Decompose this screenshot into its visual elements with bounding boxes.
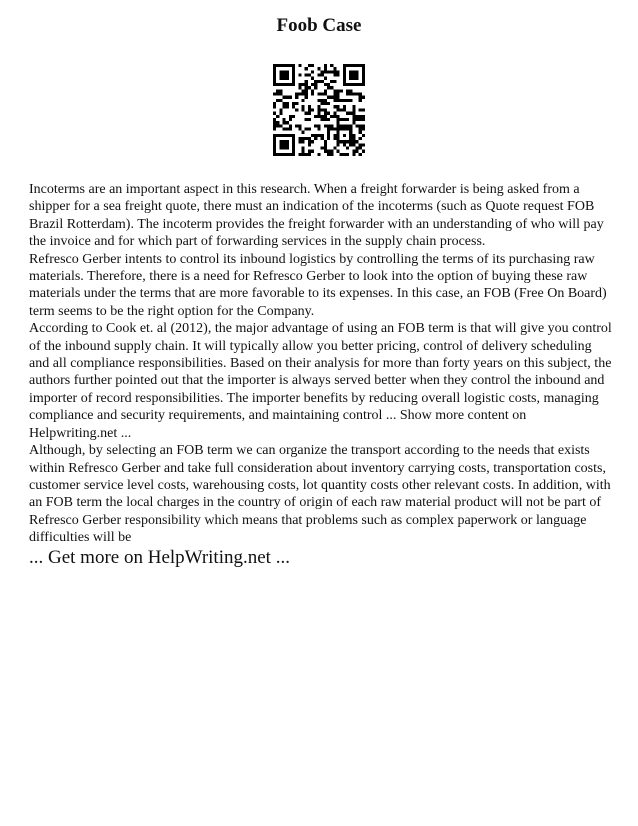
paragraph: Refresco Gerber intents to control its inbound logistics by controlling the terms of its purchasing raw materials. Therefore, there is a need for Refresco Gerber to look into the option of buying these raw materials under the terms that are more favorable to its expenses. In this case, an FOB (Free On Board) term seems to be the right option for the Company.	[29, 251, 607, 319]
paragraph: Incoterms are an important aspect in this research. When a freight forwarder is being asked from a shipper for a sea freight quote, there must an indication of the incoterms (such as Quote request FOB Brazil Rotterdam). The incoterm provides the freight forwarder with an understanding of who will pay the invoice and for which part of forwarding services in the supply chain process.	[29, 182, 604, 250]
page-title: Foob Case	[276, 15, 362, 36]
paragraph: According to Cook et. al (2012), the major advantage of using an FOB term is that will give you control of the inbound supply chain. It will typically allow you better pricing, control of delivery scheduling and all compliance responsibilities. Based on their analysis for more than forty years on this subject, the authors further pointed out that the importer is always served better when they control the inbound and importer of record responsibilities. The importer benefits by reducing overall logistic costs, managing compliance and security requirements, and maintaining control ... Show more content on Helpwriting.net ...	[29, 321, 612, 441]
article-body	[29, 181, 614, 547]
get-more-link[interactable]: ... Get more on HelpWriting.net ...	[29, 547, 290, 568]
paragraph: Although, by selecting an FOB term we can organize the transport according to the needs that exists within Refresco Gerber and take full consideration about inventory carrying costs, transportation costs, customer service level costs, warehousing costs, lot quantity costs other relevant costs. In addition, with an FOB term the local charges in the country of origin of each raw material product will not be part of Refresco Gerber responsibility which means that problems such as complex paperwork or language difficulties will be	[29, 443, 611, 546]
qr-code-icon	[273, 64, 365, 156]
